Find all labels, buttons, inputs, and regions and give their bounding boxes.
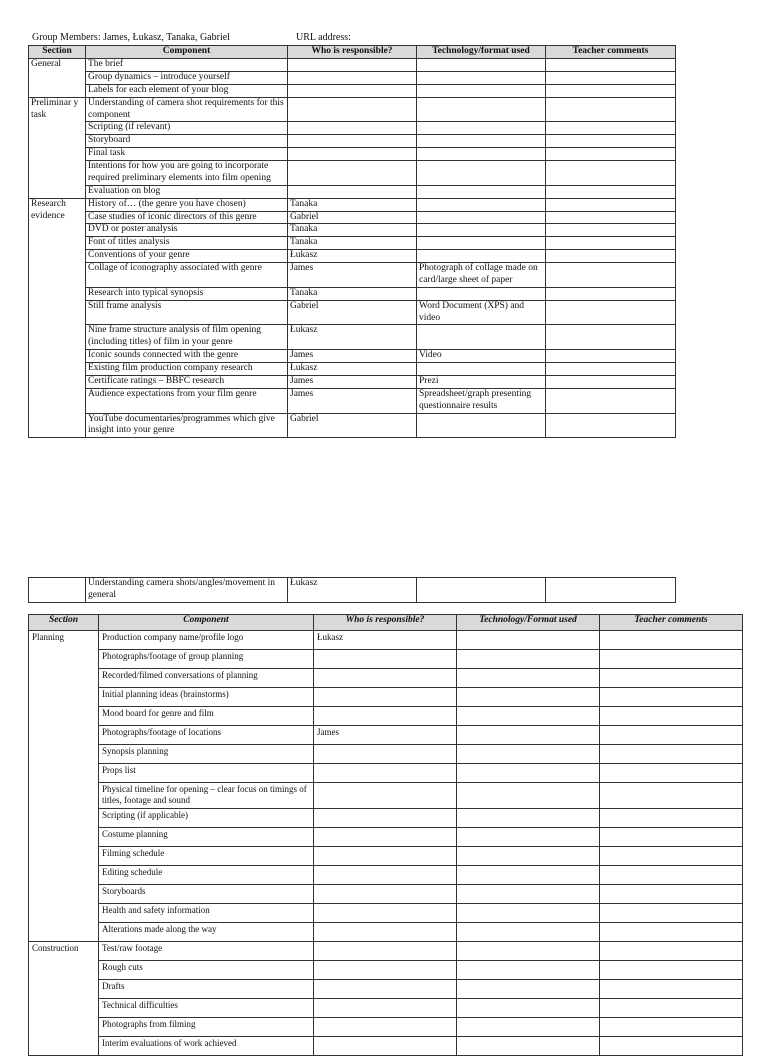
responsible-cell[interactable] [314,960,457,979]
teacher-comments-cell[interactable] [600,1017,743,1036]
technology-cell[interactable]: Photograph of collage made on card/large sheet of paper [417,263,546,288]
component-cell: Drafts [99,979,314,998]
technology-cell[interactable] [417,578,546,603]
technology-cell[interactable] [417,122,546,135]
teacher-comments-cell[interactable] [546,71,676,84]
technology-cell[interactable] [417,148,546,161]
teacher-comments-cell[interactable] [600,827,743,846]
responsible-cell[interactable] [314,998,457,1017]
component-cell: Health and safety information [99,903,314,922]
technology-cell[interactable] [417,84,546,97]
component-cell: Collage of iconography associated with genre [86,263,288,288]
teacher-comments-cell[interactable] [546,185,676,198]
responsible-cell[interactable]: Łukasz [288,363,417,376]
component-cell: Photographs/footage of locations [99,726,314,745]
technology-cell[interactable] [417,135,546,148]
column-header: Component [86,46,288,59]
table-row [29,185,676,198]
technology-cell[interactable] [417,413,546,438]
responsible-cell[interactable] [314,941,457,960]
responsible-cell[interactable] [314,808,457,827]
technology-cell[interactable] [457,865,600,884]
component-cell: YouTube documentaries/programmes which give insight into your genre [86,413,288,438]
technology-cell[interactable] [457,745,600,764]
responsible-cell[interactable] [288,97,417,122]
component-cell: Labels for each element of your blog [86,84,288,97]
table-row [29,59,676,72]
component-cell: Storyboard [86,135,288,148]
table-row [29,903,743,922]
table-row [29,388,676,413]
teacher-comments-cell[interactable] [546,84,676,97]
responsible-cell[interactable] [314,827,457,846]
table-row [29,375,676,388]
responsible-cell[interactable] [288,122,417,135]
component-cell: Initial planning ideas (brainstorms) [99,688,314,707]
component-cell: Evaluation on blog [86,185,288,198]
technology-cell[interactable] [457,903,600,922]
teacher-comments-cell[interactable] [546,325,676,350]
teacher-comments-cell[interactable] [546,413,676,438]
column-header: Section [29,46,86,59]
table-row [29,631,743,650]
responsible-cell[interactable] [288,84,417,97]
table-row [29,764,743,783]
responsible-cell[interactable]: James [288,263,417,288]
group-members-text: Group Members: James, Łukasz, Tanaka, Gabriel [32,32,230,43]
component-cell: Alterations made along the way [99,922,314,941]
table-row [29,224,676,237]
teacher-comments-cell[interactable] [600,745,743,764]
technology-cell[interactable] [417,59,546,72]
table-row [29,941,743,960]
technology-cell[interactable]: Video [417,350,546,363]
teacher-comments-cell[interactable] [546,224,676,237]
column-header: Section [29,615,99,631]
responsible-cell[interactable] [314,745,457,764]
table-row [29,198,676,211]
teacher-comments-cell[interactable] [546,97,676,122]
table-row [29,884,743,903]
table-row [29,745,743,764]
research-table [28,45,676,438]
technology-cell[interactable] [457,669,600,688]
teacher-comments-cell[interactable] [546,211,676,224]
teacher-comments-cell[interactable] [546,148,676,161]
teacher-comments-cell[interactable] [546,363,676,376]
teacher-comments-cell[interactable] [546,287,676,300]
table-row [29,250,676,263]
component-cell: Group dynamics – introduce yourself [86,71,288,84]
responsible-cell[interactable]: James [288,388,417,413]
component-cell: Iconic sounds connected with the genre [86,350,288,363]
component-cell: History of… (the genre you have chosen) [86,198,288,211]
planning-construction-table [28,614,743,1056]
technology-cell[interactable] [457,846,600,865]
responsible-cell[interactable]: Tanaka [288,237,417,250]
responsible-cell[interactable] [314,979,457,998]
column-header: Component [99,615,314,631]
component-cell: Interim evaluations of work achieved [99,1036,314,1055]
table-row [29,287,676,300]
teacher-comments-cell[interactable] [600,631,743,650]
component-cell: Synopsis planning [99,745,314,764]
table-row [29,161,676,186]
component-cell: Nine frame structure analysis of film opening (including titles) of film in your genre [86,325,288,350]
component-cell: Props list [99,764,314,783]
column-header: Who is responsible? [288,46,417,59]
column-header: Teacher comments [546,46,676,59]
column-header: Who is responsible? [314,615,457,631]
table-row [29,808,743,827]
responsible-cell[interactable]: James [288,375,417,388]
technology-cell[interactable] [457,650,600,669]
component-cell: Audience expectations from your film genre [86,388,288,413]
table-row [29,827,743,846]
component-cell: Photographs from filming [99,1017,314,1036]
responsible-cell[interactable] [314,1017,457,1036]
responsible-cell[interactable]: Łukasz [288,250,417,263]
teacher-comments-cell[interactable] [600,998,743,1017]
responsible-cell[interactable] [314,688,457,707]
teacher-comments-cell[interactable] [600,979,743,998]
table-header-row [29,615,743,631]
technology-cell[interactable] [417,211,546,224]
section-label: General [29,59,86,98]
responsible-cell[interactable] [314,865,457,884]
technology-cell[interactable] [417,237,546,250]
table-row [29,325,676,350]
technology-cell[interactable] [417,71,546,84]
technology-cell[interactable] [417,363,546,376]
responsible-cell[interactable]: Tanaka [288,287,417,300]
table-row [29,1017,743,1036]
teacher-comments-cell[interactable] [600,764,743,783]
table-row [29,688,743,707]
technology-cell[interactable] [457,960,600,979]
responsible-cell[interactable] [314,846,457,865]
column-header: Teacher comments [600,615,743,631]
table-row [29,650,743,669]
responsible-cell[interactable] [288,59,417,72]
table-row [29,865,743,884]
component-cell: Production company name/profile logo [99,631,314,650]
table-row [29,998,743,1017]
teacher-comments-cell[interactable] [546,59,676,72]
table-row [29,363,676,376]
technology-cell[interactable] [457,764,600,783]
table-row [29,300,676,325]
table-row [29,413,676,438]
responsible-cell[interactable] [314,764,457,783]
responsible-cell[interactable] [288,71,417,84]
technology-cell[interactable] [417,250,546,263]
teacher-comments-cell[interactable] [600,669,743,688]
technology-cell[interactable] [457,827,600,846]
table-row [29,979,743,998]
component-cell: Storyboards [99,884,314,903]
teacher-comments-cell[interactable] [600,884,743,903]
teacher-comments-cell[interactable] [546,388,676,413]
teacher-comments-cell[interactable] [546,135,676,148]
table-row [29,707,743,726]
teacher-comments-cell[interactable] [600,808,743,827]
teacher-comments-cell[interactable] [600,941,743,960]
technology-cell[interactable] [457,1017,600,1036]
camera-understanding-table [28,577,676,603]
teacher-comments-cell[interactable] [600,846,743,865]
component-cell: Final task [86,148,288,161]
component-cell: Case studies of iconic directors of this genre [86,211,288,224]
column-header: Technology/Format used [457,615,600,631]
teacher-comments-cell[interactable] [546,263,676,288]
teacher-comments-cell[interactable] [600,650,743,669]
technology-cell[interactable] [457,808,600,827]
table-row [29,783,743,809]
technology-cell[interactable] [417,198,546,211]
table-row [29,263,676,288]
technology-cell[interactable] [417,325,546,350]
component-cell: Mood board for genre and film [99,707,314,726]
technology-cell[interactable] [457,726,600,745]
responsible-cell[interactable] [288,161,417,186]
table-row [29,578,676,603]
technology-cell[interactable]: Prezi [417,375,546,388]
table-row [29,669,743,688]
responsible-cell[interactable] [288,148,417,161]
responsible-cell[interactable]: Tanaka [288,224,417,237]
responsible-cell[interactable]: Łukasz [314,631,457,650]
technology-cell[interactable]: Spreadsheet/graph presenting questionnaire results [417,388,546,413]
table-row [29,97,676,122]
responsible-cell[interactable] [314,1036,457,1055]
component-cell: Test/raw footage [99,941,314,960]
component-cell: Research into typical synopsis [86,287,288,300]
component-cell: Certificate ratings – BBFC research [86,375,288,388]
table-row [29,922,743,941]
teacher-comments-cell[interactable] [546,300,676,325]
technology-cell[interactable] [417,287,546,300]
section-label: Preliminar y task [29,97,86,198]
responsible-cell[interactable]: Łukasz [288,578,417,603]
teacher-comments-cell[interactable] [600,865,743,884]
table-row [29,211,676,224]
teacher-comments-cell[interactable] [546,237,676,250]
teacher-comments-cell[interactable] [600,707,743,726]
technology-cell[interactable] [457,998,600,1017]
technology-cell[interactable] [417,161,546,186]
responsible-cell[interactable]: Gabriel [288,300,417,325]
teacher-comments-cell[interactable] [600,688,743,707]
component-cell: Rough cuts [99,960,314,979]
responsible-cell[interactable] [314,707,457,726]
teacher-comments-cell[interactable] [600,960,743,979]
section-label: Planning [29,631,99,942]
responsible-cell[interactable] [288,135,417,148]
table-header-row [29,46,676,59]
table-row [29,960,743,979]
teacher-comments-cell[interactable] [546,198,676,211]
technology-cell[interactable] [457,884,600,903]
component-cell: Scripting (if applicable) [99,808,314,827]
table-row [29,135,676,148]
technology-cell[interactable]: Word Document (XPS) and video [417,300,546,325]
component-cell: Photographs/footage of group planning [99,650,314,669]
table-row [29,122,676,135]
teacher-comments-cell[interactable] [600,922,743,941]
component-cell: Scripting (if relevant) [86,122,288,135]
teacher-comments-cell[interactable] [600,1036,743,1055]
responsible-cell[interactable] [314,783,457,809]
responsible-cell[interactable]: Łukasz [288,325,417,350]
table-row [29,1036,743,1055]
page-header [32,32,732,45]
component-cell: DVD or poster analysis [86,224,288,237]
responsible-cell[interactable] [288,185,417,198]
technology-cell[interactable] [417,224,546,237]
column-header: Technology/format used [417,46,546,59]
responsible-cell[interactable]: Tanaka [288,198,417,211]
table-row [29,726,743,745]
technology-cell[interactable] [457,688,600,707]
component-cell: Filming schedule [99,846,314,865]
technology-cell[interactable] [457,941,600,960]
responsible-cell[interactable]: James [314,726,457,745]
table-row [29,148,676,161]
responsible-cell[interactable] [314,903,457,922]
component-cell: Font of titles analysis [86,237,288,250]
component-cell: Understanding camera shots/angles/movement in general [86,578,288,603]
component-cell: Technical difficulties [99,998,314,1017]
responsible-cell[interactable]: James [288,350,417,363]
table-row [29,350,676,363]
teacher-comments-cell[interactable] [600,903,743,922]
responsible-cell[interactable] [314,922,457,941]
table-row [29,84,676,97]
table-row [29,237,676,250]
component-cell: Existing film production company research [86,363,288,376]
component-cell: Intentions for how you are going to incorporate required preliminary elements into film opening [86,161,288,186]
responsible-cell[interactable]: Gabriel [288,413,417,438]
technology-cell[interactable] [457,1036,600,1055]
component-cell: Recorded/filmed conversations of planning [99,669,314,688]
section-label: Research evidence [29,198,86,438]
table-row [29,71,676,84]
teacher-comments-cell[interactable] [546,161,676,186]
responsible-cell[interactable]: Gabriel [288,211,417,224]
component-cell: Understanding of camera shot requirements for this component [86,97,288,122]
teacher-comments-cell[interactable] [600,726,743,745]
table-row [29,846,743,865]
component-cell: Physical timeline for opening – clear focus on timings of titles, footage and sound [99,783,314,809]
teacher-comments-cell[interactable] [546,122,676,135]
component-cell: Conventions of your genre [86,250,288,263]
technology-cell[interactable] [457,631,600,650]
teacher-comments-cell[interactable] [546,578,676,603]
teacher-comments-cell[interactable] [546,250,676,263]
url-address-label: URL address: [296,32,351,43]
technology-cell[interactable] [457,783,600,809]
technology-cell[interactable] [457,922,600,941]
component-cell: Still frame analysis [86,300,288,325]
technology-cell[interactable] [457,979,600,998]
technology-cell[interactable] [457,707,600,726]
teacher-comments-cell[interactable] [546,375,676,388]
responsible-cell[interactable] [314,650,457,669]
section-label [29,578,86,603]
technology-cell[interactable] [417,185,546,198]
teacher-comments-cell[interactable] [600,783,743,809]
component-cell: The brief [86,59,288,72]
component-cell: Costume planning [99,827,314,846]
technology-cell[interactable] [417,97,546,122]
teacher-comments-cell[interactable] [546,350,676,363]
section-label: Construction [29,941,99,1055]
responsible-cell[interactable] [314,884,457,903]
component-cell: Editing schedule [99,865,314,884]
responsible-cell[interactable] [314,669,457,688]
